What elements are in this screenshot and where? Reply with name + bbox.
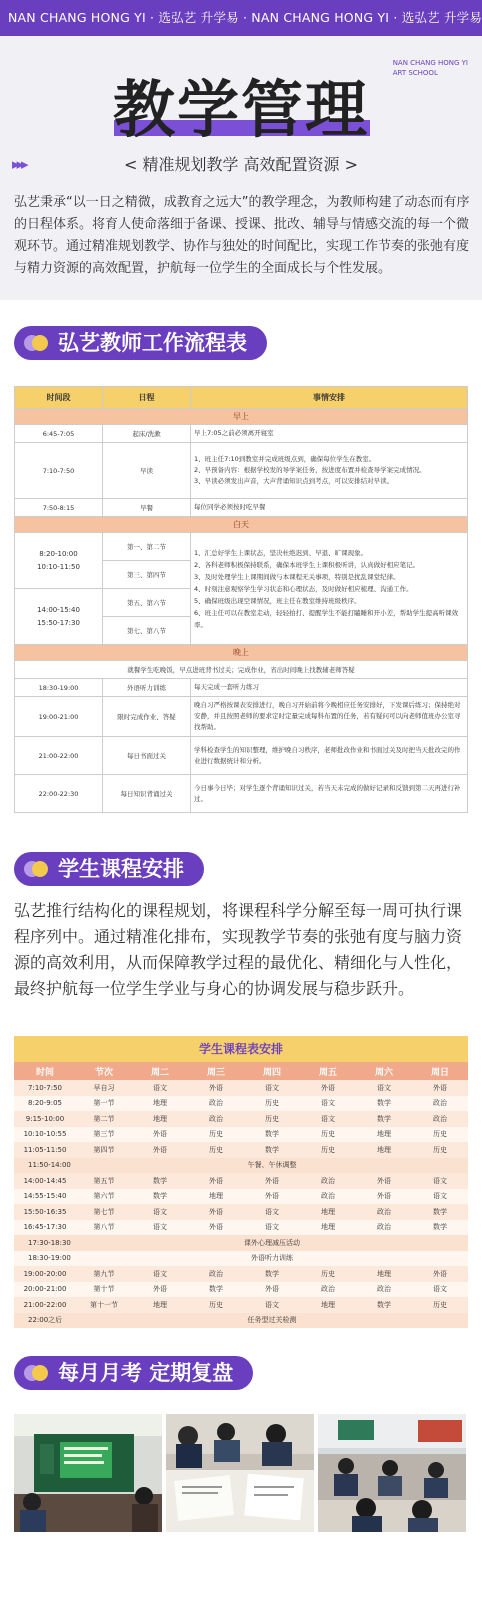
- title-block: [110, 74, 372, 146]
- section-title: 弘艺教师工作流程表: [58, 331, 247, 355]
- table-cell: 课外心理减压活动: [76, 1235, 468, 1251]
- table-cell: 数学: [244, 1142, 300, 1158]
- table-cell: 14:55-15:40: [14, 1189, 76, 1205]
- table-cell: 每日书面过关: [103, 737, 191, 775]
- table-cell: 学科检查学生的知识整理，维护晚自习秩序，老师批改作业和书面过关及时把当天批改完的作业进行数据统计和分析。: [191, 737, 468, 775]
- column-header: 周三: [188, 1062, 244, 1080]
- table-cell: 第二节: [76, 1111, 132, 1127]
- table-cell: 语文: [412, 1282, 468, 1298]
- section-heading-monthly-exam: [14, 1356, 253, 1390]
- column-header: 时间: [14, 1062, 76, 1080]
- table-cell: 历史: [188, 1142, 244, 1158]
- section-heading-student-courses: [14, 852, 204, 886]
- table-cell: 政治: [188, 1096, 244, 1112]
- table-cell: 第十节: [76, 1282, 132, 1298]
- table-row: [14, 1127, 468, 1143]
- table-cell: 语文: [132, 1204, 188, 1220]
- table-cell: 数学: [356, 1096, 412, 1112]
- column-header: 事情安排: [191, 387, 468, 409]
- table-cell: 地理: [188, 1189, 244, 1205]
- student-schedule-table-block: [14, 1036, 468, 1328]
- table-cell: 每天完成一套听力练习: [191, 679, 468, 697]
- table-cell: 第五、第六节: [103, 589, 191, 617]
- table-cell: 历史: [244, 1111, 300, 1127]
- table-cell: 20:00-21:00: [14, 1282, 76, 1298]
- table-cell: 14:00-14:45: [14, 1173, 76, 1189]
- table-cell: 18:30-19:00: [15, 679, 103, 697]
- table-cell: 外语: [132, 1142, 188, 1158]
- table-cell: 历史: [300, 1266, 356, 1282]
- table-cell: 第四节: [76, 1142, 132, 1158]
- column-header: 节次: [76, 1062, 132, 1080]
- table-cell: 外语: [300, 1080, 356, 1096]
- table-cell: 语文: [244, 1297, 300, 1313]
- table-cell: 政治: [356, 1282, 412, 1298]
- table-row: [14, 1251, 468, 1267]
- table-cell: 晚自习严格按课表安排进行，晚自习开始前将今晚相应任务安排好，下发课后练习；保持绝对安静，并且按照老师的要求定时定量完成每科布置的任务，若有疑问可以向老师值班办公室寻找帮助。: [191, 697, 468, 737]
- table-row: [14, 1204, 468, 1220]
- arrow-decoration-icon: ▸▸▸: [12, 155, 26, 173]
- table-cell: 11:05-11:50: [14, 1142, 76, 1158]
- table-cell: 政治: [356, 1204, 412, 1220]
- student-schedule-table: [14, 1062, 468, 1328]
- table-cell: 第六节: [76, 1189, 132, 1205]
- table-cell: 6:45-7:05: [15, 425, 103, 443]
- intro-paragraph: 弘艺秉承“以一日之精微，成教育之远大”的教学理念，为教师构建了动态而有序的日程体系。将育人使命落细于备课、授课、批改、辅导与情感交流的每一个微观环节。通过精准规划教学、协作与独处的时间配比，实现工作节奏的张弛有度与精力资源的高效配置，护航每一位学生的全面成长与个性发展。: [14, 195, 470, 276]
- column-header: 日程: [103, 387, 191, 409]
- table-cell: 任务型过关检测: [76, 1313, 468, 1329]
- section-title: 每月月考 定期复盘: [58, 1361, 234, 1385]
- table-cell: 22:00-22:30: [15, 775, 103, 813]
- table-row: [14, 1096, 468, 1112]
- table-cell: 10:10-10:55: [14, 1127, 76, 1143]
- table-row: [14, 1080, 468, 1096]
- circle-decoration-icon: [32, 861, 48, 877]
- table-cell: 语文: [132, 1080, 188, 1096]
- course-intro-paragraph: 弘艺推行结构化的课程规划，将课程科学分解至每一周可执行课程序列中。通过精准化排布，实现教学节奏的张弛有度与脑力资源的高效利用，从而保障教学过程的最优化、精细化与人性化，最终护航每一位学生学业与身心的协调发展与稳步跃升。: [14, 901, 463, 998]
- section-row-evening: 晚上: [15, 645, 468, 661]
- table-cell: 历史: [188, 1297, 244, 1313]
- table-cell: 外语: [244, 1189, 300, 1205]
- table-cell: 数学: [244, 1266, 300, 1282]
- table-cell: 数学: [244, 1127, 300, 1143]
- table-cell: 外语听力训练: [103, 679, 191, 697]
- school-logo-text: [393, 58, 468, 78]
- table-row: [14, 1173, 468, 1189]
- column-header: 周日: [412, 1062, 468, 1080]
- exam-photo: [166, 1414, 314, 1532]
- table-cell: 9:15-10:00: [14, 1111, 76, 1127]
- table-cell: 语文: [300, 1096, 356, 1112]
- table-cell: 起床/洗漱: [103, 425, 191, 443]
- column-header: 时间段: [15, 387, 103, 409]
- section-title: 学生课程安排: [58, 857, 184, 881]
- table-cell: 外语: [244, 1173, 300, 1189]
- table-cell: 第七节: [76, 1204, 132, 1220]
- table-cell: 历史: [188, 1127, 244, 1143]
- table-cell: 政治: [356, 1220, 412, 1236]
- hero-section: [0, 36, 482, 300]
- table-cell: 语文: [132, 1266, 188, 1282]
- table-cell: 地理: [356, 1142, 412, 1158]
- table-cell: 语文: [132, 1220, 188, 1236]
- table-cell: 外语: [356, 1173, 412, 1189]
- table-cell: 7:10-7:50: [15, 443, 103, 499]
- table-cell: 第一、第二节: [103, 533, 191, 561]
- circle-decoration-icon: [32, 1365, 48, 1381]
- table-row: [14, 1235, 468, 1251]
- table-cell: 地理: [132, 1297, 188, 1313]
- circle-decoration-icon: [32, 335, 48, 351]
- table-cell: 地理: [300, 1220, 356, 1236]
- table-cell: 地理: [300, 1297, 356, 1313]
- table-cell: 语文: [244, 1080, 300, 1096]
- table-cell: 第十一节: [76, 1297, 132, 1313]
- table-cell: 外语: [244, 1282, 300, 1298]
- table-cell: 第一节: [76, 1096, 132, 1112]
- table-cell: 19:00-21:00: [15, 697, 103, 737]
- column-header: 周四: [244, 1062, 300, 1080]
- table-cell: 21:00-22:00: [14, 1297, 76, 1313]
- table-cell: 语文: [412, 1173, 468, 1189]
- table-cell: 数学: [356, 1111, 412, 1127]
- table-cell: 数学: [356, 1297, 412, 1313]
- page-title: 教学管理: [112, 73, 369, 146]
- table-cell: 第三节: [76, 1127, 132, 1143]
- table-cell: 15:50-16:35: [14, 1204, 76, 1220]
- table-row: [14, 1111, 468, 1127]
- table-cell: 历史: [412, 1142, 468, 1158]
- table-row: [14, 1297, 468, 1313]
- table-cell: 14:00-15:40 15:50-17:30: [15, 589, 103, 645]
- table-cell: 政治: [412, 1096, 468, 1112]
- table-row: [14, 1158, 468, 1174]
- table-cell: 数学: [132, 1173, 188, 1189]
- table-cell: 历史: [300, 1127, 356, 1143]
- table-cell: 历史: [244, 1096, 300, 1112]
- table-cell: 8:20-10:00 10:10-11:50: [15, 533, 103, 589]
- table-cell: 语文: [356, 1080, 412, 1096]
- table-cell: 外语: [132, 1282, 188, 1298]
- table-cell: 外语: [188, 1220, 244, 1236]
- table-cell: 外语: [132, 1127, 188, 1143]
- table-cell: 外语: [188, 1080, 244, 1096]
- table-cell: 早餐: [103, 499, 191, 517]
- table-cell: 早上7:05之前必须离开寝室: [191, 425, 468, 443]
- top-marquee-banner: NAN CHANG HONG YI · 选弘艺 升学易 · NAN CHANG HONG YI · 选弘艺 升学易: [0, 0, 482, 36]
- table-cell: 外语听力训练: [76, 1251, 468, 1267]
- table-cell: 数学: [188, 1282, 244, 1298]
- table-cell: 每日知识背诵过关: [103, 775, 191, 813]
- table-cell: 政治: [412, 1111, 468, 1127]
- table-cell: 语文: [412, 1189, 468, 1205]
- table-cell: 1、班主任7:10到教室并完成班级点到，确保每位学生在教室。 2、早预备内容：根据学校发的导学案任务，按进度布置并检查导学案完成情况。 3、早读必须发出声音，大声背诵知识点到考点，可以安排结对早读。: [191, 443, 468, 499]
- column-header: 周五: [300, 1062, 356, 1080]
- column-header: 周二: [132, 1062, 188, 1080]
- table-note-row: 就餐学生吃晚饭，早点进班背书过关；完成作业，省出时间晚上找教辅老师答疑: [15, 661, 468, 679]
- table-cell: 数学: [132, 1189, 188, 1205]
- table-cell: 午餐、午休调整: [76, 1158, 468, 1174]
- table-cell: 18:30-19:00: [14, 1251, 76, 1267]
- table-cell: 语文: [244, 1220, 300, 1236]
- table-cell: 早读: [103, 443, 191, 499]
- table-cell: 政治: [188, 1111, 244, 1127]
- table-row: [14, 1313, 468, 1329]
- table-cell: 早自习: [76, 1080, 132, 1096]
- table-cell: 8:20-9:05: [14, 1096, 76, 1112]
- table-row: [14, 1142, 468, 1158]
- table-cell: 第七、第八节: [103, 617, 191, 645]
- table-cell: 政治: [188, 1266, 244, 1282]
- table-cell: 外语: [356, 1189, 412, 1205]
- table-row: [14, 1282, 468, 1298]
- table-cell: 1、汇总好学生上课状态，坚决杜绝迟到、早退、旷课现象。 2、各科老师积极保持联系，确保本班学生上课积极听讲，认真做好相应笔记。 3、及时处理学生上课期间做与本课程无关事项，特别是扰乱课堂纪律。 4、时刻注意观察学生学习状态和心理状态，及时做好相应梳理、沟通工作。 5、确保班级出现空课情况，班主任在教室维持班级秩序。 6、班主任可以在教室走动，轻轻拍打、提醒学生不能打瞌睡和开小差，帮助学生提高听课效率。: [191, 533, 468, 645]
- teacher-workflow-table: [14, 386, 468, 813]
- table-cell: 语文: [244, 1204, 300, 1220]
- table-cell: 地理: [300, 1204, 356, 1220]
- table-cell: 外语: [188, 1173, 244, 1189]
- table-cell: 22:00之后: [14, 1313, 76, 1329]
- table-cell: 地理: [132, 1111, 188, 1127]
- table-cell: 政治: [300, 1189, 356, 1205]
- table-cell: 每位同学必须按时吃早餐: [191, 499, 468, 517]
- school-name-line1: NAN CHANG HONG YI: [392, 59, 468, 67]
- section-row-daytime: 白天: [15, 517, 468, 533]
- table-cell: 限时完成作业、答疑: [103, 697, 191, 737]
- table-cell: 17:30-18:30: [14, 1235, 76, 1251]
- table-cell: 数学: [412, 1220, 468, 1236]
- table-cell: 历史: [300, 1142, 356, 1158]
- table-cell: 16:45-17:30: [14, 1220, 76, 1236]
- table-cell: 19:00-20:00: [14, 1266, 76, 1282]
- table-cell: 历史: [412, 1127, 468, 1143]
- section-row-morning: 早上: [15, 409, 468, 425]
- table-cell: 外语: [412, 1266, 468, 1282]
- table-cell: 今日事今日毕；对学生逐个背诵知识过关，若当天未完成的做好记录和反馈到第二天再进行补过。: [191, 775, 468, 813]
- table-cell: 21:00-22:00: [15, 737, 103, 775]
- table-cell: 地理: [356, 1127, 412, 1143]
- table-cell: 第九节: [76, 1266, 132, 1282]
- table-cell: 语文: [300, 1111, 356, 1127]
- table-cell: 数学: [412, 1204, 468, 1220]
- table-cell: 11:50-14:00: [14, 1158, 76, 1174]
- table-cell: 第三、第四节: [103, 561, 191, 589]
- school-name-line2: ART SCHOOL: [392, 69, 438, 77]
- table-cell: 7:10-7:50: [14, 1080, 76, 1096]
- column-header: 周六: [356, 1062, 412, 1080]
- table-cell: 历史: [412, 1297, 468, 1313]
- table-cell: 第五节: [76, 1173, 132, 1189]
- table-row: [14, 1266, 468, 1282]
- exam-hall-photo: [318, 1414, 466, 1532]
- table-row: [14, 1220, 468, 1236]
- table-cell: 政治: [300, 1173, 356, 1189]
- table-cell: 外语: [188, 1204, 244, 1220]
- table-row: [14, 1189, 468, 1205]
- classroom-photo: [14, 1414, 162, 1532]
- page-subtitle: < 精准规划教学 高效配置资源 >: [123, 155, 359, 174]
- schedule-table-title: 学生课程表安排: [14, 1036, 468, 1062]
- table-cell: 第八节: [76, 1220, 132, 1236]
- table-cell: 7:50-8:15: [15, 499, 103, 517]
- table-cell: 地理: [356, 1266, 412, 1282]
- section-heading-teacher-workflow: [14, 326, 267, 360]
- table-cell: 政治: [300, 1282, 356, 1298]
- table-cell: 外语: [412, 1080, 468, 1096]
- table-cell: 地理: [132, 1096, 188, 1112]
